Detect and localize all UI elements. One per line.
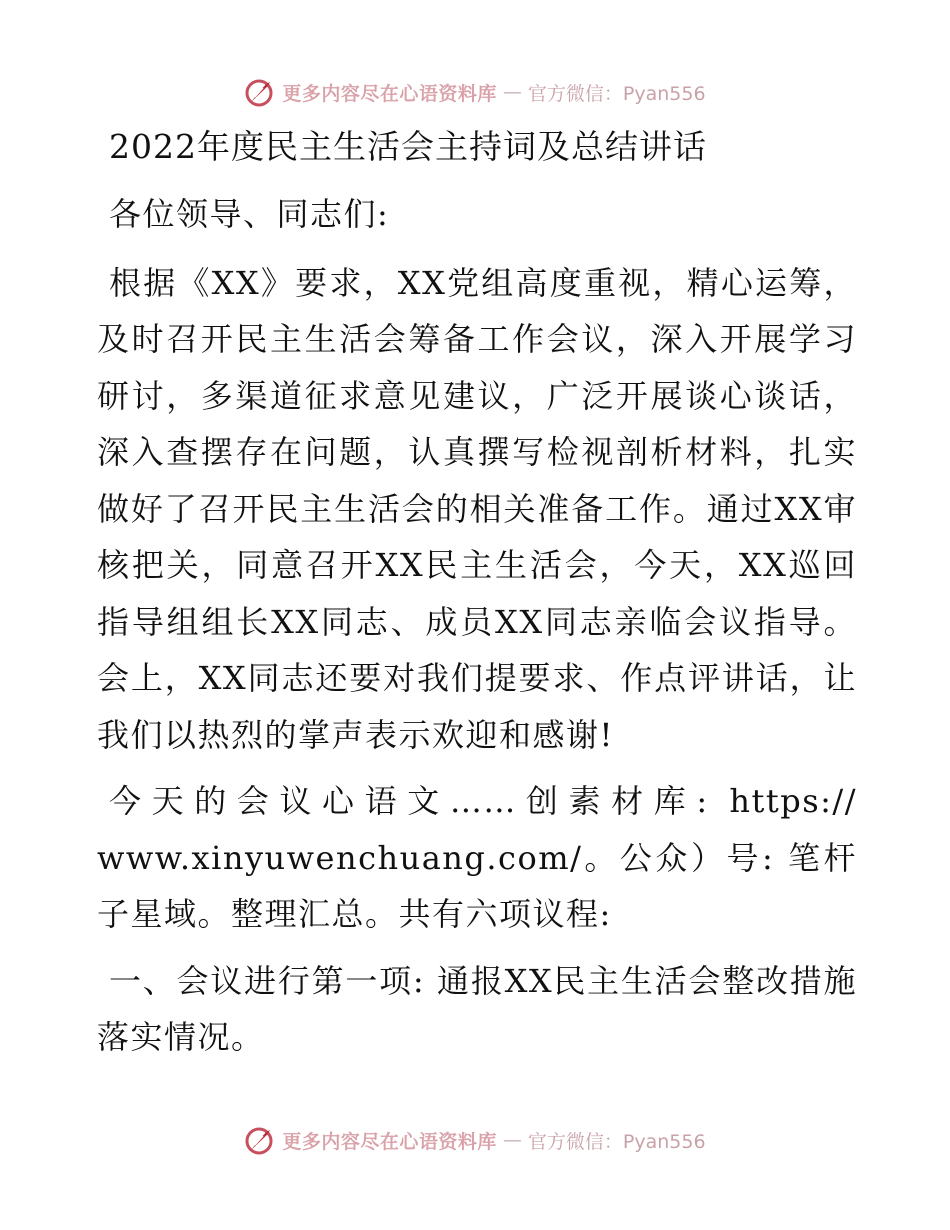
quill-circle-logo-icon: [244, 1124, 276, 1156]
watermark-wechat: 官方微信：Pyan556: [527, 82, 706, 105]
watermark-separator: —: [502, 81, 522, 103]
document-title: 2022年度民主生活会主持词及总结讲话: [109, 127, 707, 166]
watermark-separator: —: [502, 1129, 522, 1151]
watermark-footer: [0, 1120, 950, 1160]
quill-circle-logo-icon: [244, 76, 276, 108]
watermark-wechat: 官方微信：Pyan556: [527, 1130, 706, 1153]
paragraph-item-one: 一、会议进行第一项: 通报XX民主生活会整改措施落实情况。: [97, 961, 857, 1056]
greeting: 各位领导、同志们:: [109, 195, 390, 233]
document-body: [97, 118, 857, 1076]
paragraph-agenda: 今天的会议心语文……创素材库: https:// www.xinyuwenchuang.com/。公众）号: 笔杆子星域。整理汇总。共有六项议程:: [97, 782, 857, 933]
watermark-text: 更多内容尽在心语资料库: [282, 1130, 497, 1153]
watermark-text: 更多内容尽在心语资料库: [282, 82, 497, 105]
watermark-header: [0, 72, 950, 112]
paragraph-intro: 根据《XX》要求，XX党组高度重视，精心运筹，及时召开民主生活会筹备工作会议，深入开展学习研讨，多渠道征求意见建议，广泛开展谈心谈话，深入查摆存在问题，认真撰写检视剖析材料，扎实做好了召开民主生活会的相关准备工作。通过XX审核把关，同意召开XX民主生活会，今天，XX巡回指导组组长XX同志、成员XX同志亲临会议指导。会上，XX同志还要对我们提要求、作点评讲话，让我们以热烈的掌声表示欢迎和感谢!: [97, 263, 857, 754]
